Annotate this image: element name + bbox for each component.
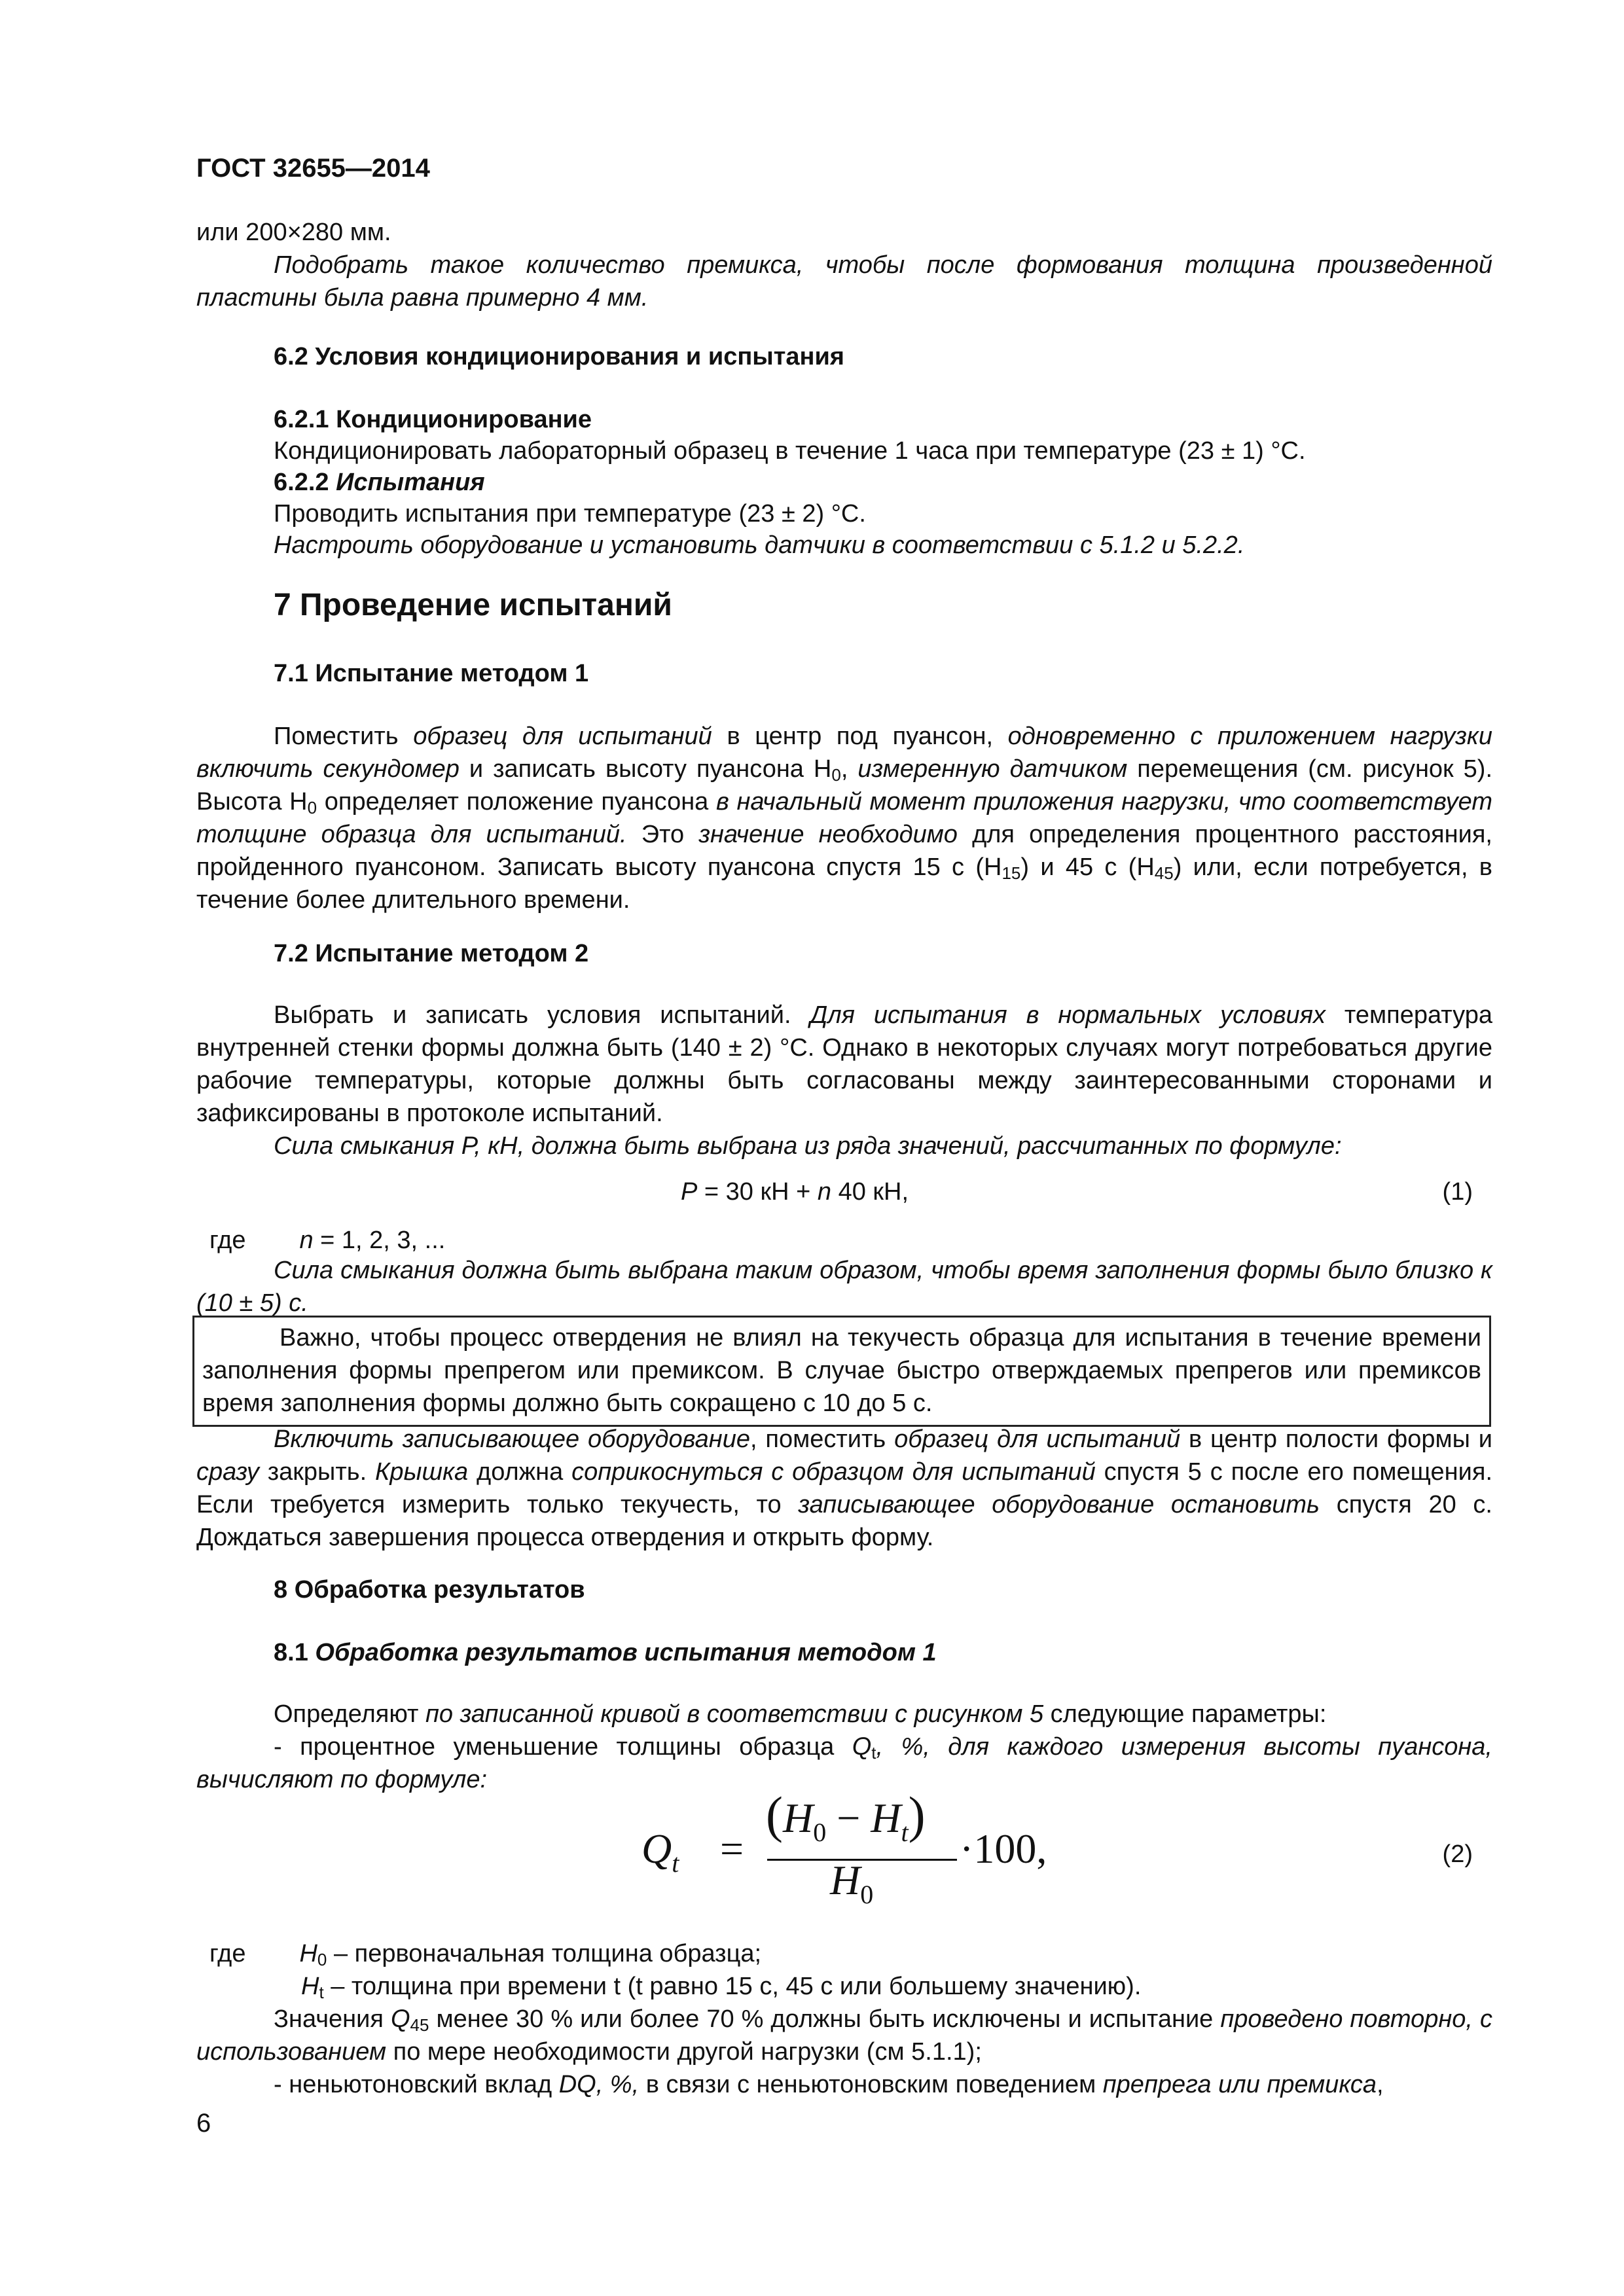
section-6-2-2-title: 6.2.2 Испытания bbox=[274, 469, 485, 496]
important-note-box: Важно, чтобы процесс отвердения не влиял на текучесть образца для испытания в течение времени заполнения формы препрегом или премиксом. В случае быстро отверждаемых препрегов или премиксов время заполнения формы должно быть сокращено с 10 до 5 с. bbox=[192, 1316, 1491, 1427]
intro-line: или 200×280 мм. bbox=[196, 219, 391, 246]
section-8-1-paragraph-4: - неньютоновский вклад DQ, %, в связи с неньютоновским поведением препрега или премикса, bbox=[274, 2071, 1384, 2098]
section-8-1-paragraph-1: Определяют по записанной кривой в соответствии с рисунком 5 следующие параметры: bbox=[274, 1700, 1327, 1728]
section-7-2-title: 7.2 Испытание методом 2 bbox=[274, 940, 589, 967]
section-6-2-2-text2: Настроить оборудование и установить датчики в соответствии с 5.1.2 и 5.2.2. bbox=[274, 531, 1245, 559]
section-7-2-paragraph-1: Выбрать и записать условия испытаний. Для испытания в нормальных условиях температура внутренней стенки формы должна быть (140 ± 2) °С. Однако в некоторых случаях могут потребоваться другие рабочие температуры, которые должны быть согласованы между заинтересованными сторонами и зафиксированы в протоколе испытаний. bbox=[196, 1001, 1492, 1127]
section-7-1-title: 7.1 Испытание методом 1 bbox=[274, 660, 589, 687]
section-8-title: 8 Обработка результатов bbox=[274, 1576, 585, 1604]
where-2-line-1: где $H_0$ – первоначальная толщина образца; bbox=[209, 1940, 762, 1969]
section-7-2-paragraph-4: Включить записывающее оборудование, поместить образец для испытаний в центр полости формы и сразу закрыть. Крышка должна соприкоснуться с образцом для испытаний спустя 5 с после его помещения. Если требуется измерить только текучесть, то записывающее оборудование остановить спустя 20 с. Дождаться завершения процесса отвердения и открыть форму. bbox=[196, 1426, 1493, 1551]
section-8-1-paragraph-2: - процентное уменьшение толщины образца $Q_t$, %, для каждого измерения высоты пуансона, вычисляют по формуле: bbox=[196, 1733, 1492, 1793]
formula-1-expression: P = 30 кН + n 40 кН, bbox=[681, 1178, 909, 1206]
formula-2-denominator: $H_0$ bbox=[830, 1857, 874, 1909]
intro-paragraph: Подобрать такое количество премикса, чтобы после формования толщина произведенной пластины была равна примерно 4 мм. bbox=[196, 251, 1492, 312]
section-7-2-paragraph-3: Сила смыкания должна быть выбрана таким образом, чтобы время заполнения формы было близко к (10 ± 5) с. bbox=[196, 1257, 1492, 1317]
formula-2-number: (2) bbox=[1442, 1840, 1473, 1868]
page-number: 6 bbox=[196, 2109, 211, 2138]
section-7-2-paragraph-2: Сила смыкания Р, кН, должна быть выбрана из ряда значений, рассчитанных по формуле: bbox=[274, 1132, 1342, 1160]
formula-2-multiplier: ·100, bbox=[960, 1825, 1047, 1872]
document-header: ГОСТ 32655—2014 bbox=[196, 154, 430, 183]
formula-1-number: (1) bbox=[1442, 1178, 1473, 1206]
where-2-line-2: $H_t$ – толщина при времени t (t равно 15 с, 45 с или большему значению). bbox=[301, 1973, 1142, 2002]
section-6-2-2-text1: Проводить испытания при температуре (23 ± 2) °С. bbox=[274, 500, 866, 528]
formula-2-fraction-bar bbox=[767, 1859, 957, 1861]
where-1: где n = 1, 2, 3, ... bbox=[209, 1227, 446, 1254]
section-7-title: 7 Проведение испытаний bbox=[274, 588, 672, 622]
formula-2-numerator: $(H_0 - H_t)$ bbox=[766, 1786, 926, 1847]
formula-2-lhs: $Q_t$ bbox=[641, 1825, 679, 1878]
section-6-2-1-text: Кондиционировать лабораторный образец в течение 1 часа при температуре (23 ± 1) °С. bbox=[274, 437, 1306, 465]
section-8-1-paragraph-3: Значения $Q_{45}$ менее 30 % или более 70 % должны быть исключены и испытание проведено повторно, с использованием по мере необходимости другой нагрузки (см 5.1.1); bbox=[196, 2005, 1492, 2066]
formula-2-equals: = bbox=[720, 1825, 744, 1872]
section-6-2-title: 6.2 Условия кондиционирования и испытания bbox=[274, 343, 844, 370]
section-7-1-paragraph: Поместить образец для испытаний в центр под пуансон, одновременно с приложением нагрузки включить секундомер и записать высоту пуансона $H_0$, измеренную датчиком перемещения (см. рисунок 5). Высота $H_0$ определяет положение пуансона в начальный момент приложения нагрузки, что соответствует толщине образца для испытаний. Это значение необходимо для определения процентного расстояния, пройденного пуансоном. Записать высоту пуансона спустя 15 с $(H_{15})$ и 45 с $(H_{45})$ или, если потребуется, в течение более длительного времени. bbox=[196, 723, 1493, 914]
section-8-1-title: 8.1 Обработка результатов испытания методом 1 bbox=[274, 1639, 937, 1666]
section-6-2-1-title: 6.2.1 Кондиционирование bbox=[274, 406, 592, 433]
formula-2 bbox=[196, 1786, 1492, 1916]
